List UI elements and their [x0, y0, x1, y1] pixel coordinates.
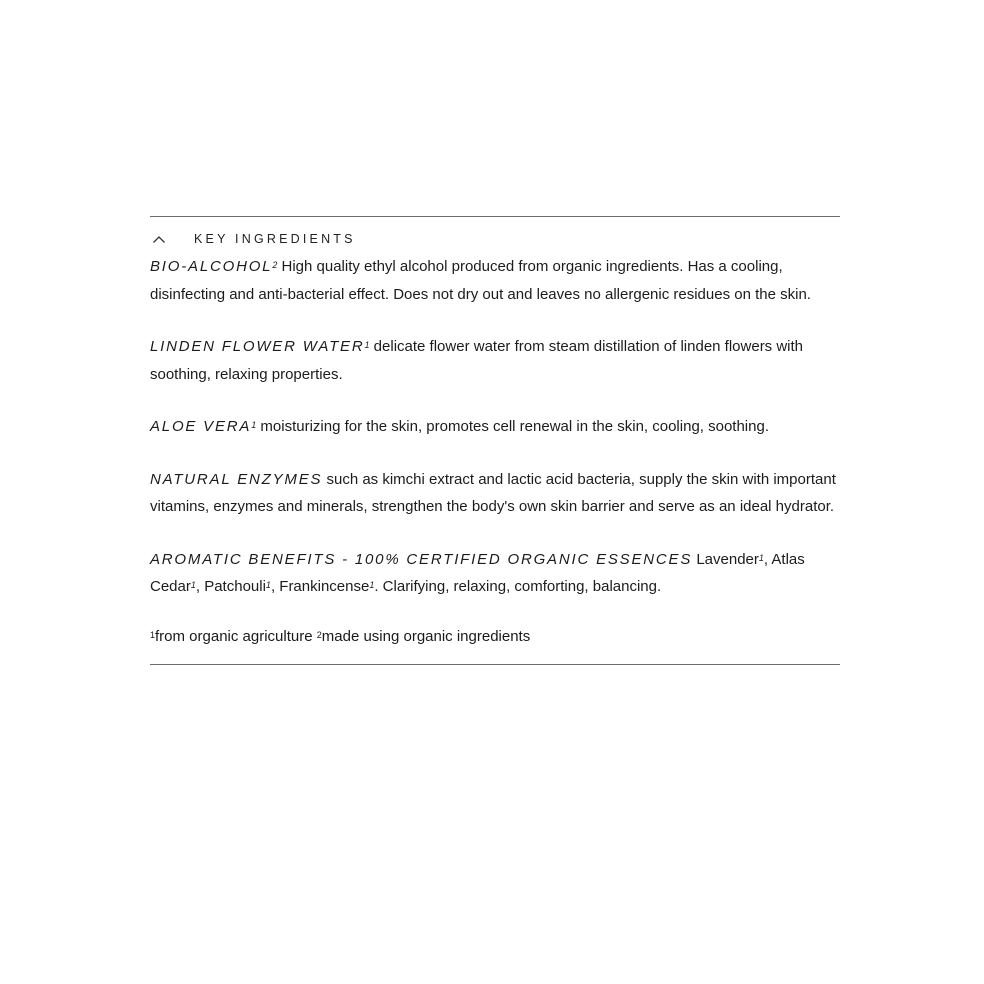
- essence-separator: ,: [763, 550, 769, 568]
- footnotes: [150, 623, 840, 650]
- essence-mark: 1: [369, 580, 375, 590]
- essence-mark: 1: [190, 580, 196, 590]
- ingredient-item-bio-alcohol: [150, 253, 840, 308]
- key-ingredients-toggle[interactable]: [150, 226, 840, 252]
- ingredient-mark: 1: [251, 420, 257, 430]
- footnote-mark-2: 2: [316, 629, 322, 640]
- essence-patchouli: Patchouli: [200, 578, 266, 595]
- essence-separator: ,: [195, 578, 201, 595]
- ingredient-item-aromatic-benefits: [150, 546, 840, 601]
- ingredient-description: such as kimchi extract and lactic acid bacteria, supply the skin with important vitamins, enzymes and minerals, strengthen the body's own skin barrier and serve as an ideal hydrator.: [150, 470, 836, 515]
- ingredient-item-linden-flower-water: [150, 333, 840, 388]
- ingredient-mark: 2: [272, 260, 278, 270]
- ingredient-mark: 1: [364, 340, 370, 350]
- ingredient-name: LINDEN FLOWER WATER: [150, 338, 365, 355]
- essence-separator: .: [374, 578, 379, 595]
- ingredient-description: High quality ethyl alcohol produced from organic ingredients. Has a cooling, disinfecting and anti-bacterial effect. Does not dry out and leaves no allergenic residues on the skin.: [150, 258, 811, 303]
- ingredient-item-natural-enzymes: [150, 466, 840, 521]
- ingredient-description: moisturizing for the skin, promotes cell renewal in the skin, cooling, soothing.: [256, 418, 769, 435]
- footnote-text-1: from organic agriculture: [155, 627, 317, 645]
- ingredient-name: ALOE VERA: [150, 418, 252, 435]
- ingredient-description: delicate flower water from steam distillation of linden flowers with soothing, relaxing properties.: [150, 338, 804, 383]
- key-ingredients-panel: [150, 216, 840, 665]
- essence-frankincense: Frankincense: [275, 578, 370, 595]
- ingredients-list: [150, 253, 840, 650]
- footnote-mark-1: 1: [150, 629, 156, 640]
- essence-atlas-cedar: Atlas Cedar: [150, 550, 805, 595]
- section-title: KEY INGREDIENTS: [194, 232, 356, 246]
- aromatic-description: Clarifying, relaxing, comforting, balancing.: [378, 578, 662, 595]
- essence-mark: 1: [265, 580, 271, 590]
- ingredient-name: BIO-ALCOHOL: [150, 258, 273, 275]
- essence-mark: 1: [758, 552, 764, 563]
- essence-separator: ,: [270, 578, 276, 595]
- chevron-up-icon: [150, 232, 168, 246]
- ingredient-item-aloe-vera: [150, 413, 840, 441]
- ingredient-name: NATURAL ENZYMES: [150, 470, 323, 488]
- footnote-text-2: made using organic ingredients: [321, 627, 531, 645]
- ingredient-name: AROMATIC BENEFITS - 100% CERTIFIED ORGANIC ESSENCES: [150, 550, 693, 568]
- essence-lavender: Lavender: [692, 550, 759, 568]
- top-divider: [150, 216, 840, 217]
- bottom-divider: [150, 664, 840, 665]
